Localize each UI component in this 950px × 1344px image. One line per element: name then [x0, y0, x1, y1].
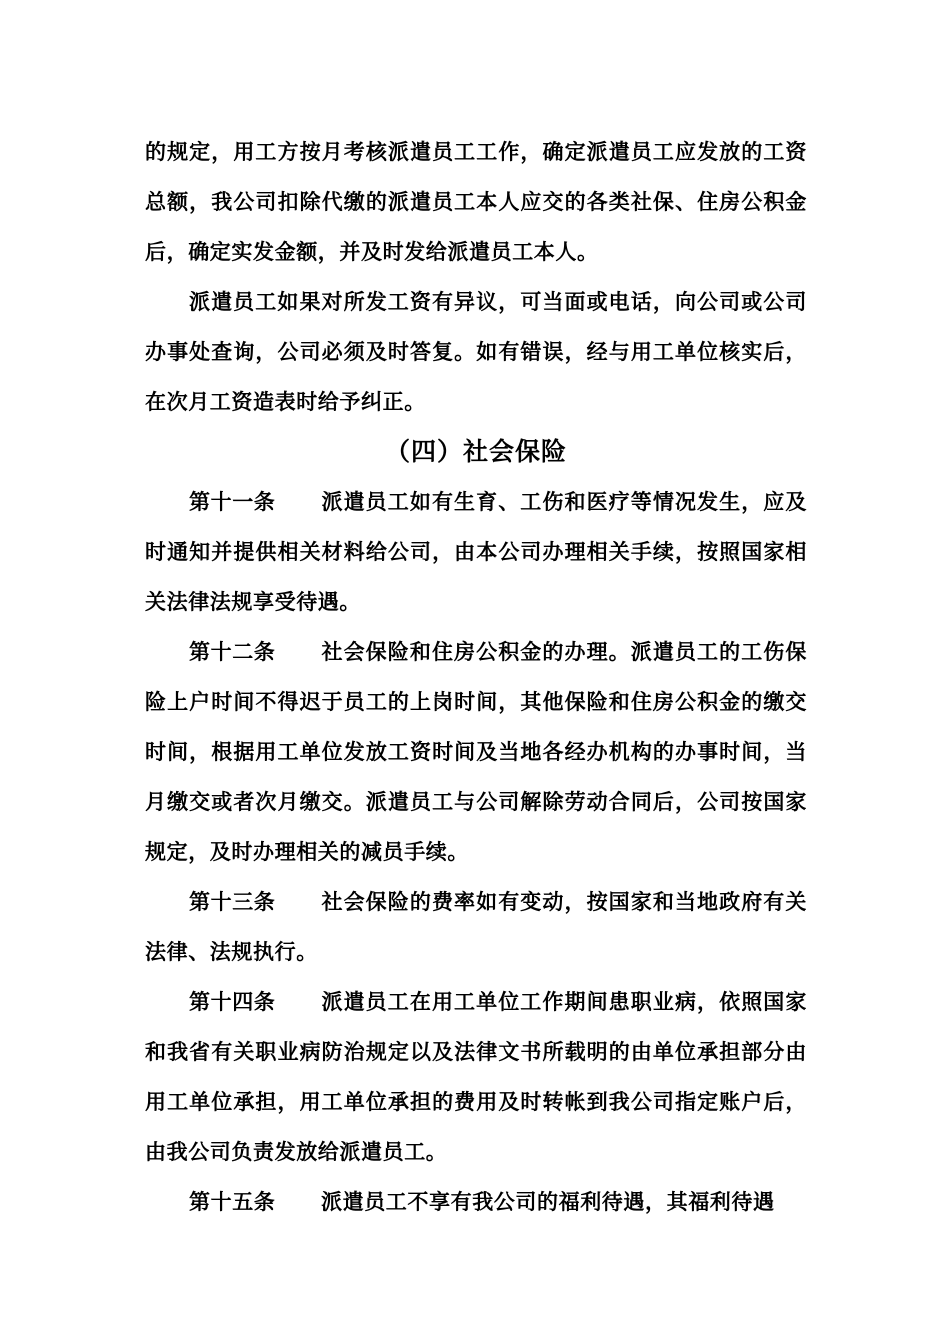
article-15: [145, 1177, 807, 1227]
article-text: 社会保险和住房公积金的办理。派遣员工的工伤保险上户时间不得迟于员工的上岗时间，其他保险和住房公积金的缴交时间，根据用工单位发放工资时间及当地各经办机构的办事时间，当月缴交或者次月缴交。派遣员工与公司解除劳动合同后，公司按国家规定，及时办理相关的减员手续。: [145, 639, 807, 864]
article-number: 第十一条: [189, 489, 276, 514]
document-page: [145, 127, 807, 1227]
article-12: [145, 627, 807, 877]
section-heading: （四）社会保险: [384, 437, 567, 466]
article-number: 第十二条: [189, 639, 276, 664]
article-14: [145, 977, 807, 1177]
article-11: [145, 477, 807, 627]
intro-paragraph-2: 派遣员工如果对所发工资有异议，可当面或电话，向公司或公司办事处查询，公司必须及时答复。如有错误，经与用工单位核实后，在次月工资造表时给予纠正。: [145, 289, 807, 414]
intro-paragraph-1: 的规定，用工方按月考核派遣员工工作，确定派遣员工应发放的工资总额，我公司扣除代缴的派遣员工本人应交的各类社保、住房公积金后，确定实发金额，并及时发给派遣员工本人。: [145, 139, 807, 264]
article-text: 派遣员工在用工单位工作期间患职业病，依照国家和我省有关职业病防治规定以及法律文书所载明的由单位承担部分由用工单位承担，用工单位承担的费用及时转帐到我公司指定账户后，由我公司负责发放给派遣员工。: [145, 989, 807, 1164]
article-number: 第十五条: [189, 1189, 276, 1214]
article-text: 派遣员工如有生育、工伤和医疗等情况发生，应及时通知并提供相关材料给公司，由本公司办理相关手续，按照国家相关法律法规享受待遇。: [145, 489, 807, 614]
article-number: 第十四条: [189, 989, 276, 1014]
article-text: 社会保险的费率如有变动，按国家和当地政府有关法律、法规执行。: [145, 889, 807, 964]
article-text: 派遣员工不享有我公司的福利待遇，其福利待遇: [321, 1189, 775, 1214]
article-number: 第十三条: [189, 889, 276, 914]
article-13: [145, 877, 807, 977]
